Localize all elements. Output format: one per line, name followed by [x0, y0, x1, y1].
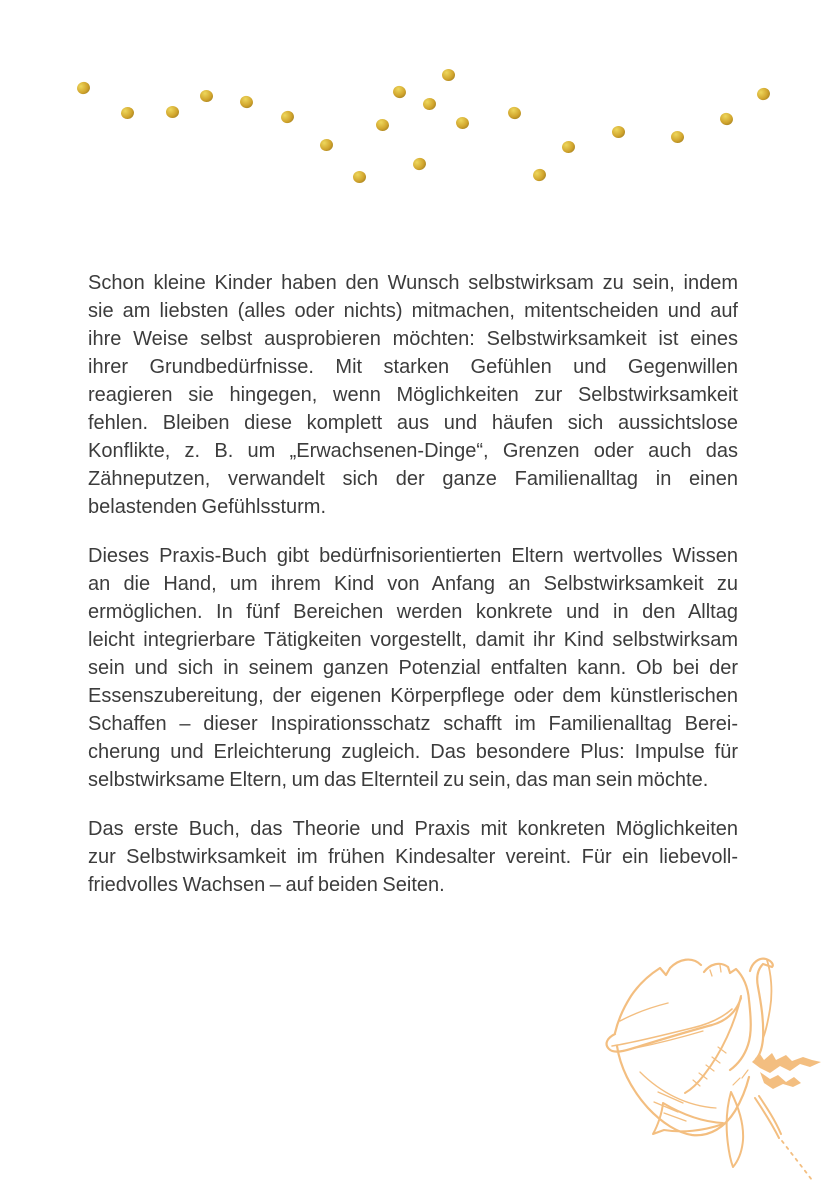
gold-dot-icon — [561, 140, 576, 154]
rose-leaf-spiky — [752, 1053, 821, 1073]
text-line: selbstwirksame Eltern, um das Elternteil zu sein, das man sein möchte. — [88, 769, 709, 791]
rose-center-fold — [685, 996, 741, 1093]
text-line: ihrer Grundbedürfnisse. Mit starken Gefühlen und Gegenwillen — [88, 356, 738, 378]
text-line: fehlen. Bleiben diese komplett aus und häufen sich aussichtslose — [88, 412, 738, 434]
gold-dot-icon — [375, 118, 390, 132]
paragraph — [88, 815, 738, 899]
gold-dot-icon — [391, 84, 407, 99]
rose-leaf-serration — [760, 1072, 801, 1089]
gold-dot-icon — [755, 86, 771, 101]
text-line: ermöglichen. In fünf Bereichen werden konkrete und in den Alltag — [88, 601, 738, 623]
rose-stem — [755, 1096, 781, 1138]
text-line: Zähneputzen, verwandelt sich der ganze Familienalltag in einen — [88, 468, 738, 490]
rose-petal-right-edge — [763, 960, 771, 1038]
gold-dot-icon — [238, 94, 254, 109]
text-line: cherung und Erleichterung zugleich. Das besondere Plus: Impulse für — [88, 741, 738, 763]
rose-bowl-hatches — [640, 1072, 716, 1121]
text-line: sein und sich in seinem ganzen Potenzial entfalten kann. Ob bei der — [88, 657, 738, 679]
paragraph — [88, 542, 738, 794]
text-line: Das erste Buch, das Theorie und Praxis mit konkreten Möglichkeiten — [88, 818, 738, 840]
text-line: Essenszubereitung, der eigenen Körperpflege oder dem künstlerischen — [88, 685, 738, 707]
rose-fold-sweep-2 — [612, 1009, 732, 1046]
gold-dot-icon — [422, 97, 437, 111]
rose-petal-inner-line — [620, 1003, 668, 1021]
gold-dot-icon — [718, 111, 734, 126]
text-line: friedvolles Wachsen – auf beiden Seiten. — [88, 874, 445, 896]
text-line: reagieren sie hingegen, wenn Möglichkeiten zur Selbstwirksamkeit — [88, 384, 738, 406]
text-line: Schon kleine Kinder haben den Wunsch selbstwirksam zu sein, indem — [88, 272, 738, 294]
gold-dot-icon — [411, 156, 427, 171]
rose-sepal-hanging — [727, 1092, 743, 1167]
text-line: Konflikte, z. B. um „Erwachsenen-Dinge“, Grenzen oder auch das — [88, 440, 738, 462]
book-description — [88, 269, 738, 920]
gold-dot-icon — [319, 138, 334, 152]
gold-dot-icon — [612, 126, 625, 138]
paragraph — [88, 269, 738, 521]
rose-stem-dotted — [782, 1141, 812, 1180]
gold-dot-icon — [199, 89, 214, 103]
text-line: Dieses Praxis-Buch gibt bedürfnisorientierten Eltern wertvolles Wissen — [88, 545, 738, 567]
gold-dot-icon — [455, 116, 470, 130]
rose-fold-sweep-3 — [621, 1031, 703, 1051]
gold-dot-icon — [670, 130, 685, 144]
text-line: sie am liebsten (alles oder nichts) mitmachen, mitentscheiden und auf — [88, 300, 738, 322]
gold-dot-icon — [120, 106, 135, 120]
text-line: Schaffen – dieser Inspirationsschatz schafft im Familienalltag Berei- — [88, 713, 738, 735]
rose-bowl-outline — [617, 1046, 749, 1135]
gold-dot-icon — [353, 171, 366, 183]
gold-dot-icon — [75, 80, 91, 95]
gold-dot-icon — [442, 69, 455, 81]
rose-petal-top-left — [615, 960, 701, 1033]
gold-dot-icon — [531, 167, 547, 182]
text-line: an die Hand, um ihrem Kind von Anfang an Selbstwirksamkeit zu — [88, 573, 738, 595]
rose-flower-illustration — [600, 950, 821, 1200]
gold-dot-icon — [506, 105, 522, 120]
text-line: zur Selbstwirksamkeit im frühen Kindesalter vereint. Für ein liebevoll- — [88, 846, 738, 868]
text-line: ihre Weise selbst ausprobieren möchten: Selbstwirksamkeit ist eines — [88, 328, 738, 350]
text-line: belastenden Gefühlssturm. — [88, 496, 327, 518]
rose-small-marks — [733, 1070, 748, 1085]
gold-dot-icon — [279, 109, 295, 124]
text-line: leicht integrierbare Tätigkeiten vorgestellt, damit ihr Kind selbstwirksam — [88, 629, 738, 651]
rose-bloom — [607, 959, 821, 1180]
gold-dot-icon — [166, 106, 179, 118]
